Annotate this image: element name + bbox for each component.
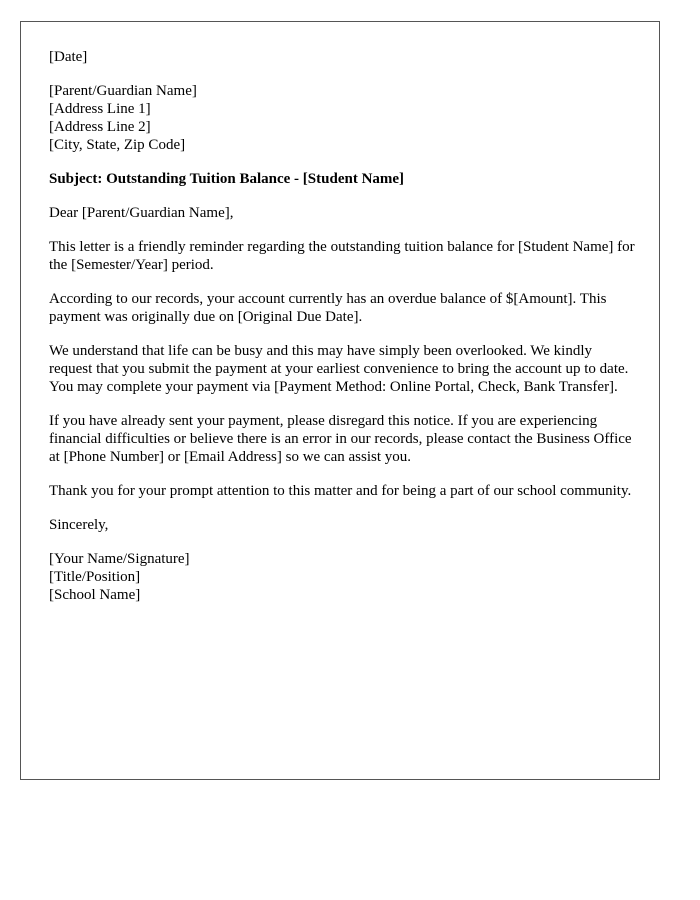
paragraph-disregard-notice: If you have already sent your payment, please disregard this notice. If you are experiencing financial difficulties or believe there is an error in our records, please contact the Business Office at [Phone Number] or [Email Address] so we can assist you. (49, 413, 632, 465)
signature-name: [Your Name/Signature] (49, 551, 190, 567)
letter-salutation: Dear [Parent/Guardian Name], (49, 205, 234, 221)
letter-frame (20, 21, 660, 780)
recipient-city-state-zip: [City, State, Zip Code] (49, 137, 186, 153)
paragraph-reminder: This letter is a friendly reminder regarding the outstanding tuition balance for [Student Name] for the [Semester/Year] period. (49, 239, 635, 273)
paragraph-payment-request: We understand that life can be busy and this may have simply been overlooked. We kindly request that you submit the payment at your earliest convenience to bring the account up to date. You may complete your payment via [Payment Method: Online Portal, Check, Bank Transfer]. (49, 343, 629, 395)
signature-title: [Title/Position] (49, 569, 141, 585)
letter-body (49, 48, 639, 604)
signature-school: [School Name] (49, 587, 141, 603)
paragraph-balance: According to our records, your account currently has an overdue balance of $[Amount]. This payment was originally due on [Original Due Date]. (49, 291, 607, 325)
paragraph-thank-you: Thank you for your prompt attention to this matter and for being a part of our school community. (49, 483, 632, 499)
letter-subject: Subject: Outstanding Tuition Balance - [Student Name] (49, 171, 405, 187)
recipient-address-line-1: [Address Line 1] (49, 101, 151, 117)
letter-date: [Date] (49, 49, 88, 65)
signature-block (49, 550, 639, 604)
recipient-address-block (49, 82, 639, 154)
recipient-name: [Parent/Guardian Name] (49, 83, 197, 99)
recipient-address-line-2: [Address Line 2] (49, 119, 151, 135)
letter-closing: Sincerely, (49, 517, 109, 533)
